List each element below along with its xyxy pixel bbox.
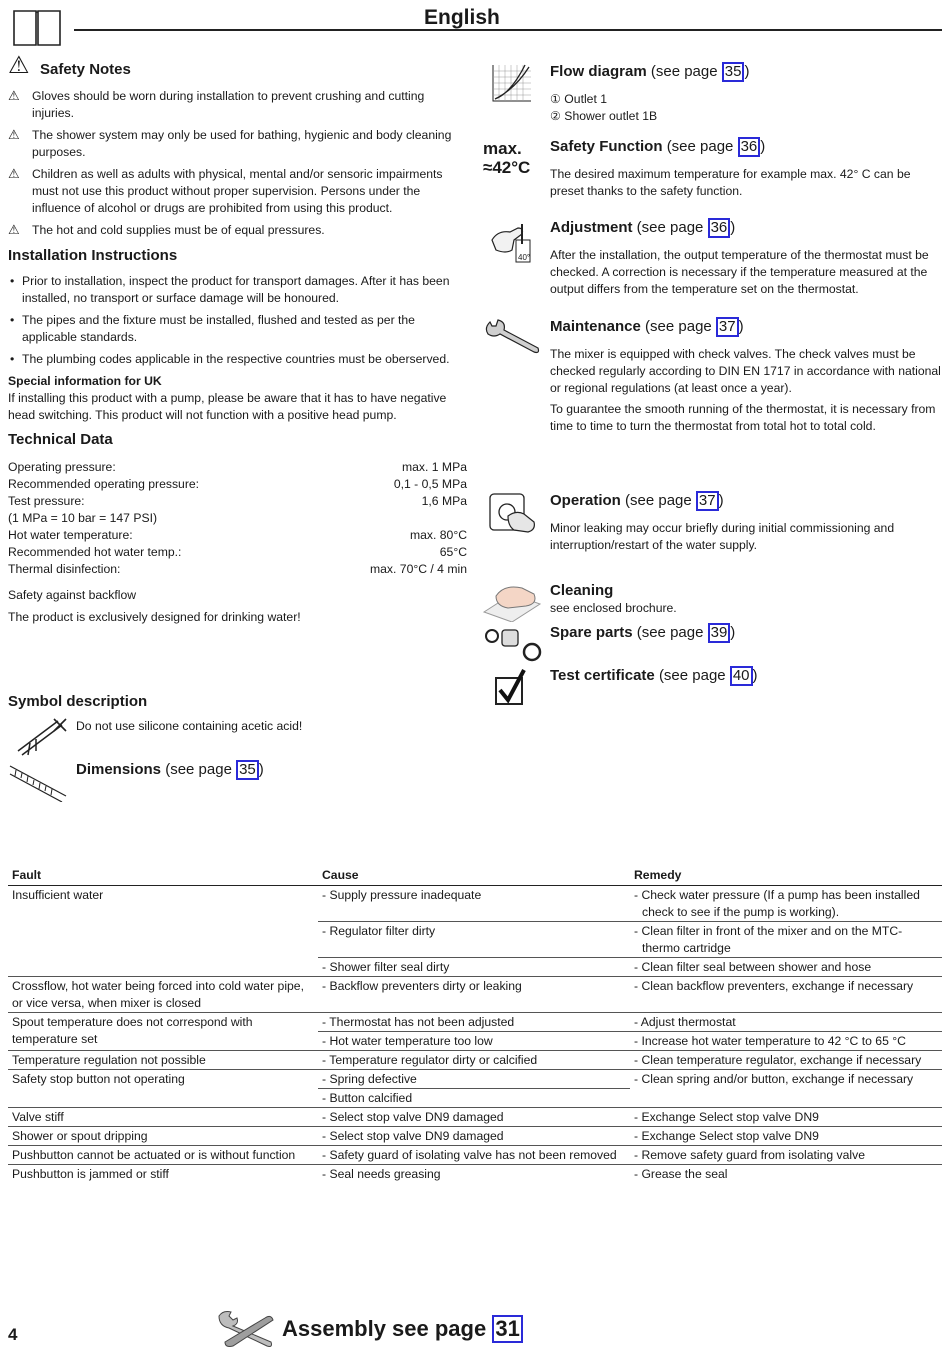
table-row: Valve stiff - Select stop valve DN9 damaged - Exchange Select stop valve DN9	[8, 1108, 942, 1127]
ruler-icon	[8, 758, 68, 802]
drinking-water-text: The product is exclusively designed for drinking water!	[8, 610, 301, 624]
header-fault: Fault	[8, 866, 318, 886]
backflow-text: Safety against backflow	[8, 588, 137, 602]
page-number: 4	[8, 1325, 18, 1344]
adjustment-heading: Adjustment (see page 36 )	[550, 219, 736, 236]
outlet-item: ② Shower outlet 1B	[550, 109, 658, 123]
flow-diagram-icon	[491, 63, 533, 103]
test-certificate-heading: Test certificate (see page 40 )	[550, 667, 758, 684]
safety-function-heading: Safety Function (see page 36 )	[550, 138, 766, 155]
dimensions-heading: Dimensions (see page 35 )	[76, 761, 264, 778]
table-row: Crossflow, hot water being forced into cold water pipe, or vice versa, when mixer is closed - Backflow preventers dirty or leaking - Clean backflow preventers, exchange if necessary	[8, 977, 942, 1013]
installation-title: Installation Instructions	[8, 247, 178, 264]
warning-triangle-icon: ⚠	[8, 52, 30, 79]
operation-text: Minor leaking may occur briefly during initial commissioning and interruption/restart of the water supply.	[550, 521, 895, 552]
table-row: - Shower filter seal dirty - Clean filter seal between shower and hose	[8, 958, 942, 977]
dimensions-page-link[interactable]: 35	[236, 760, 259, 780]
safety-section	[8, 52, 468, 244]
flow-heading: Flow diagram (see page 35 )	[550, 63, 750, 80]
uk-text: If installing this product with a pump, please be aware that it has to have negative head switching. This product will not function with a positive head pump.	[8, 391, 447, 422]
table-row: Temperature regulation not possible - Temperature regulator dirty or calcified - Clean temperature regulator, exchange if necessary	[8, 1051, 942, 1070]
svg-text:40°: 40°	[518, 253, 531, 262]
header-cause: Cause	[318, 866, 630, 886]
safety-function-page-link[interactable]: 36	[738, 137, 761, 157]
operation-hand-icon	[486, 490, 538, 534]
spare-parts-page-link[interactable]: 39	[708, 623, 731, 643]
installation-item: • The plumbing codes applicable in the respective countries must be oberserved.	[8, 351, 468, 368]
installation-section	[8, 246, 468, 424]
adjustment-text: After the installation, the output temperature of the thermostat must be checked. A correction is necessary if the temperature measured at the output differs from the temperature set on the thermostat.	[550, 248, 929, 296]
max-temp-symbol: max. ≈42°C	[483, 139, 531, 177]
maintenance-text: The mixer is equipped with check valves. The check valves must be checked regularly according to DIN EN 1717 in accordance with national or regional regulations (at least once a year).	[550, 347, 941, 395]
fault-table	[8, 866, 942, 1183]
silicone-gun-icon	[10, 715, 68, 759]
tech-row: Recommended operating pressure: 0,1 - 0,5 MPa	[8, 477, 467, 491]
assembly-heading: Assembly see page 31	[282, 1315, 523, 1343]
silicone-text: Do not use silicone containing acetic acid!	[76, 719, 303, 733]
tech-row: Hot water temperature: max. 80°C	[8, 528, 467, 542]
tech-row: Operating pressure: max. 1 MPa	[8, 460, 467, 474]
cleaning-heading: Cleaning	[550, 582, 614, 599]
book-icon	[12, 7, 62, 47]
adjustment-page-link[interactable]: 36	[708, 218, 731, 238]
table-row: - Hot water temperature too low - Increase hot water temperature to 42 °C to 65 °C	[8, 1032, 942, 1051]
safety-function-text: The desired maximum temperature for example max. 42° C can be preset thanks to the safety function.	[550, 167, 911, 198]
table-row: - Button calcified	[8, 1089, 942, 1108]
table-row: Safety stop button not operating - Spring defective - Clean spring and/or button, exchange if necessary	[8, 1070, 942, 1089]
installation-item: • The pipes and the fixture must be installed, flushed and tested as per the applicable standards.	[8, 312, 468, 346]
header-rule	[74, 29, 942, 31]
symbol-title: Symbol description	[8, 693, 148, 710]
table-row: Shower or spout dripping - Select stop valve DN9 damaged - Exchange Select stop valve DN9	[8, 1127, 942, 1146]
maintenance-text-2: To guarantee the smooth running of the thermostat, it is necessary from time to time to turn the thermostat from total hot to total cold.	[550, 402, 936, 433]
assembly-page-link[interactable]: 31	[492, 1315, 522, 1343]
tech-row: Test pressure: 1,6 MPa	[8, 494, 467, 508]
checkbox-check-icon	[494, 668, 528, 706]
table-row: - Regulator filter dirty - Clean filter in front of the mixer and on the MTC-thermo cartridge	[8, 922, 942, 958]
installation-item: • Prior to installation, inspect the product for transport damages. After it has been installed, no transport or surface damage will be honoured.	[8, 273, 468, 307]
tech-row: (1 MPa = 10 bar = 147 PSI)	[8, 511, 158, 525]
table-row: Spout temperature does not correspond with temperature set - Thermostat has not been adjusted - Adjust thermostat	[8, 1013, 942, 1032]
page-language-title: English	[424, 6, 500, 29]
spare-parts-heading: Spare parts (see page 39 )	[550, 624, 736, 641]
uk-title: Special information for UK	[8, 374, 162, 388]
technical-section	[8, 430, 467, 626]
tools-icon	[215, 1308, 275, 1348]
table-row: Pushbutton cannot be actuated or is without function - Safety guard of isolating valve has not been removed - Remove safety guard from isolating valve	[8, 1146, 942, 1165]
safety-item: ⚠ The shower system may only be used for bathing, hygienic and body cleaning purposes.	[8, 127, 468, 161]
maintenance-heading: Maintenance (see page 37 )	[550, 318, 744, 335]
maintenance-page-link[interactable]: 37	[716, 317, 739, 337]
cleaning-hand-icon	[482, 582, 542, 622]
header-remedy: Remedy	[630, 866, 942, 886]
outlet-item: ① Outlet 1	[550, 92, 607, 106]
fault-table-header	[8, 866, 942, 886]
table-row: Pushbutton is jammed or stiff - Seal needs greasing - Grease the seal	[12, 1167, 728, 1181]
table-row: Insufficient water - Supply pressure inadequate - Check water pressure (If a pump has been installed check to see if the pump is working).	[8, 886, 942, 922]
tech-row: Recommended hot water temp.: 65°C	[8, 545, 467, 559]
operation-page-link[interactable]: 37	[696, 491, 719, 511]
safety-item: ⚠ Children as well as adults with physical, mental and/or sensoric impairments must not use this product without proper supervision. Persons under the influence of alcohol or drugs are prohibited from using this product.	[8, 166, 468, 217]
safety-item: ⚠ Gloves should be worn during installation to prevent crushing and cutting injuries.	[8, 88, 468, 122]
safety-item: ⚠ The hot and cold supplies must be of equal pressures.	[8, 222, 468, 239]
technical-title: Technical Data	[8, 431, 113, 448]
thermometer-hand-icon	[488, 220, 536, 266]
spare-parts-icon	[482, 622, 544, 664]
wrench-icon	[484, 318, 542, 356]
cleaning-text: see enclosed brochure.	[550, 601, 677, 615]
test-certificate-page-link[interactable]: 40	[730, 666, 753, 686]
safety-title: ⚠ Safety Notes	[8, 52, 131, 79]
flow-page-link[interactable]: 35	[722, 62, 745, 82]
operation-heading: Operation (see page 37 )	[550, 492, 724, 509]
tech-row: Thermal disinfection: max. 70°C / 4 min	[8, 562, 467, 576]
